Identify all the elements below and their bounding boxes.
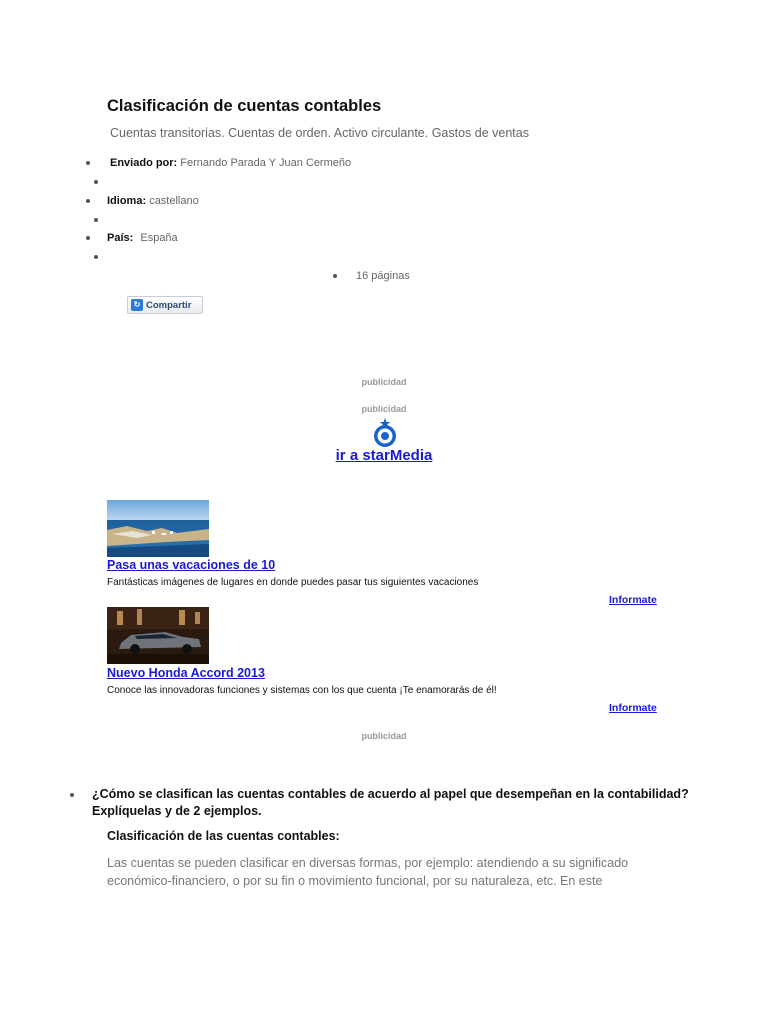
sent-by-row <box>110 157 351 169</box>
list-bullet <box>86 236 90 240</box>
list-bullet <box>94 218 98 222</box>
list-bullet <box>86 161 90 165</box>
ad-image-car[interactable] <box>107 607 209 664</box>
sent-by-value: Fernando Parada Y Juan Cermeño <box>180 157 352 169</box>
publicity-label: publicidad <box>361 404 407 414</box>
page-title: Clasificación de cuentas contables <box>107 97 382 115</box>
language-row <box>107 195 199 207</box>
list-bullet <box>70 793 74 797</box>
question-text: ¿Cómo se clasifican las cuentas contables de acuerdo al papel que desempeñan en la contabilidad? Explíquelas y de 2 ejemplos. <box>92 787 689 818</box>
list-bullet <box>94 180 98 184</box>
body-paragraph: Las cuentas se pueden clasificar en diversas formas, por ejemplo: atendiendo a su significado económico-financiero, o por su fin o movimiento funcional, por su naturaleza, etc. En este <box>107 856 629 888</box>
language-label: Idioma: <box>107 195 147 207</box>
country-row <box>107 232 178 244</box>
ad-description: Conoce las innovadoras funciones y sistemas con los que cuenta ¡Te enamorarás de él! <box>107 685 497 696</box>
page-subtitle: Cuentas transitorias. Cuentas de orden. Activo circulante. Gastos de ventas <box>110 126 529 140</box>
ad-more-link[interactable]: Informate <box>609 702 657 714</box>
list-bullet <box>86 199 90 203</box>
ad-title-link[interactable]: Nuevo Honda Accord 2013 <box>107 666 265 680</box>
share-icon: ↻ <box>131 299 143 311</box>
pages-count: 16 páginas <box>356 270 410 282</box>
ad-more-link[interactable]: Informate <box>609 594 657 606</box>
ad-description: Fantásticas imágenes de lugares en donde puedes pasar tus siguientes vacaciones <box>107 577 479 588</box>
section-heading: Clasificación de las cuentas contables: <box>107 829 340 843</box>
ad-title-link[interactable]: Pasa unas vacaciones de 10 <box>107 558 276 572</box>
list-bullet <box>333 274 337 278</box>
sent-by-label: Enviado por: <box>110 157 178 169</box>
share-button[interactable] <box>127 296 203 314</box>
starmedia-logo-icon[interactable] <box>372 418 398 448</box>
publicity-label: publicidad <box>361 731 407 741</box>
country-label: País: <box>107 232 134 244</box>
country-value: España <box>140 232 178 244</box>
ad-image-harbor[interactable] <box>107 500 209 557</box>
share-label: Compartir <box>146 299 192 311</box>
language-value: castellano <box>149 195 199 207</box>
starmedia-link[interactable]: ir a starMedia <box>335 447 433 464</box>
publicity-label: publicidad <box>361 377 407 387</box>
list-bullet <box>94 255 98 259</box>
